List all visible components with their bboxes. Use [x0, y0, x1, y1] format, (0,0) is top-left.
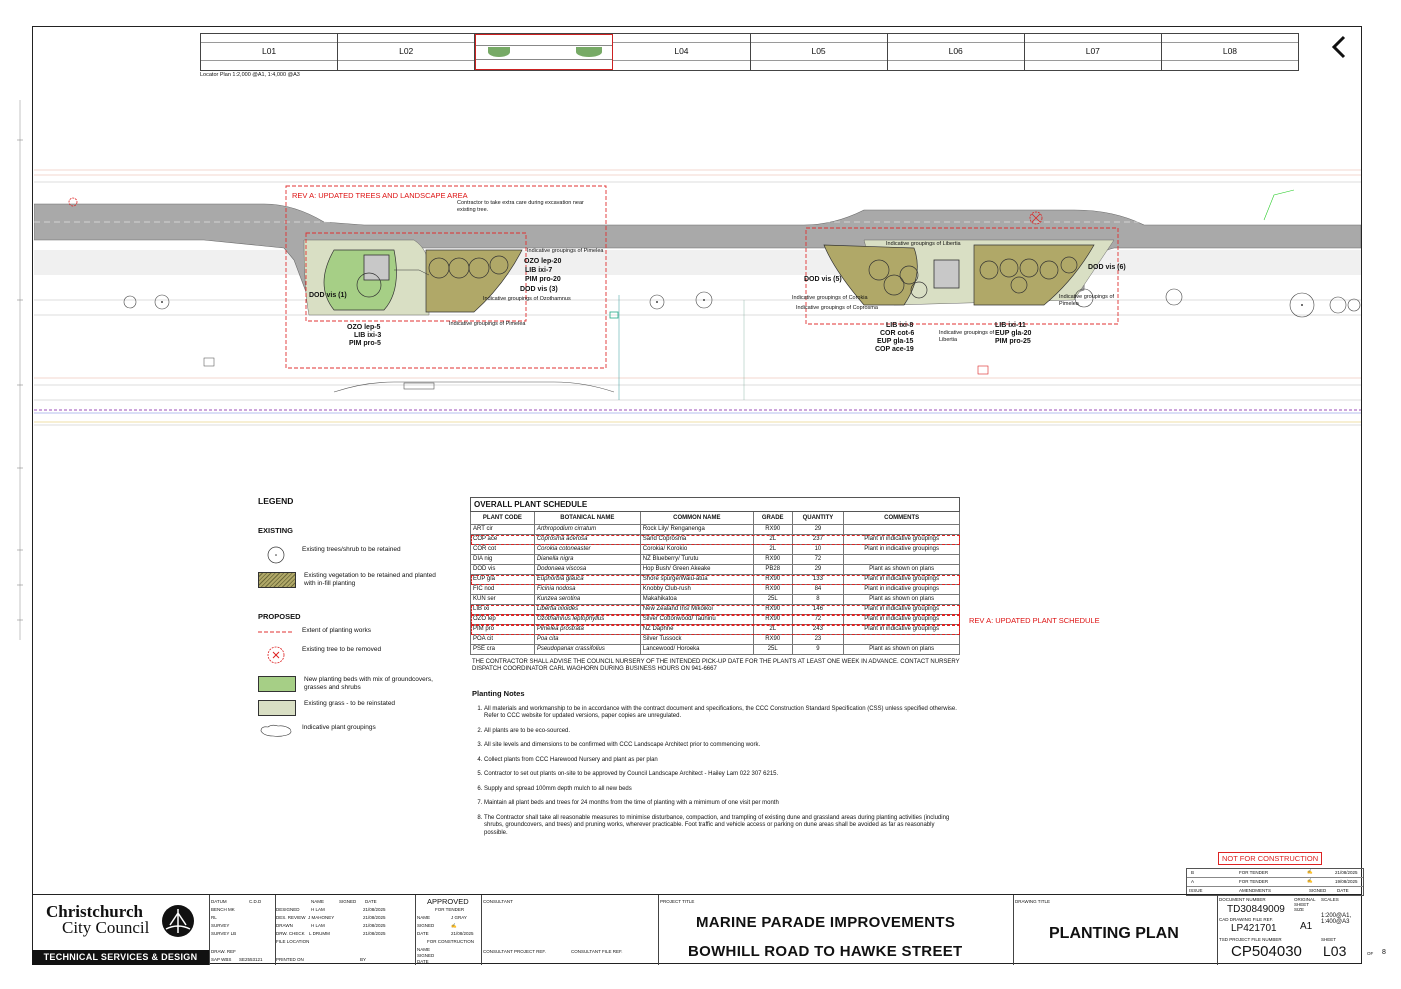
comments-cell: Plant as shown on plans [844, 645, 960, 655]
schedule-row [471, 615, 960, 625]
common-name-cell: Shore spurge/Waiu-atua [640, 575, 753, 585]
schedule-row [471, 635, 960, 645]
grade-cell: 2L [753, 545, 792, 555]
council-logo-icon [160, 903, 196, 939]
callout-dod-vis-6: DOD vis (6) [1088, 264, 1126, 271]
locator-sheet[interactable]: L07 [1025, 34, 1162, 70]
planting-note-item: 1. All materials and workmanship to be in accordance with the contract document and specifications, the CCC Construction Standard Specification (CSS) unless specified otherwise. Refer to CCC website for updated versions, paper copies are unregulated. [484, 706, 957, 721]
plant-code-cell: DOD vis [471, 565, 535, 575]
common-name-cell: Hop Bush/ Green Akeake [640, 565, 753, 575]
callout-dod-vis-3: DOD vis (3) [520, 286, 558, 293]
callout-dod-vis-1: DOD vis (1) [309, 292, 347, 299]
scales: 1:200@A1, 1:400@A3 [1321, 913, 1352, 925]
common-name-cell: NZ Daphne [640, 625, 753, 635]
botanical-name-cell: Dianella nigra [534, 555, 640, 565]
grade-cell: PB28 [753, 565, 792, 575]
quantity-cell: 8 [792, 595, 844, 605]
department-banner: TECHNICAL SERVICES & DESIGN [32, 950, 209, 965]
botanical-name-cell: Euphorbia glauca [534, 575, 640, 585]
note-pimelea-top: Indicative groupings of Pimelea [527, 248, 604, 254]
plant-code-cell: OZO lep [471, 615, 535, 625]
callout-pim-pro-25: PIM pro-25 [995, 338, 1031, 345]
document-number-block: DOCUMENT NUMBER TD30849009 CAD DRAWING FILE REF. LP421701 TSD PROJECT FILE NUMBER CP504030 ORIGINAL SHEET SIZE A1 SCALES 1:200@A1, 1:400@A3 SHEET L03 OF 8 [1219, 897, 1386, 960]
plant-code-cell: FIC nod [471, 585, 535, 595]
botanical-name-cell: Poa cita [534, 635, 640, 645]
note-pimelea-bottom: Indicative groupings of Pimelea [449, 321, 526, 327]
callout-lib-ixi-7: LIB ixi-7 [525, 267, 553, 274]
revision-table [1186, 868, 1364, 896]
planting-note-item: 2. All plants are to be eco-sourced. [484, 728, 957, 736]
planting-note-item: 3. All site levels and dimensions to be confirmed with CCC Landscape Architect prior to commencing work. [484, 742, 957, 750]
grade-cell: 25L [753, 595, 792, 605]
quantity-cell: 237 [792, 535, 844, 545]
plant-code-cell: KUN ser [471, 595, 535, 605]
col-grade: GRADE [753, 512, 792, 525]
callout-cop-ace-19: COP ace-19 [875, 346, 914, 353]
rev-a-landscape-note: REV A: UPDATED TREES AND LANDSCAPE AREA [292, 191, 468, 200]
botanical-name-cell: Dodonaea viscosa [534, 565, 640, 575]
quantity-cell: 29 [792, 565, 844, 575]
plant-schedule [470, 497, 960, 655]
note-corokia: Indicative groupings of Corokia [792, 295, 868, 301]
callout-pim-pro-5: PIM pro-5 [349, 340, 381, 347]
plan-linework [34, 100, 1361, 440]
callout-ozo-lep-5: OZO lep-5 [347, 324, 381, 331]
margin-scale [14, 100, 26, 640]
planting-notes-list [472, 706, 957, 838]
drawing-title: PLANTING PLAN [1049, 925, 1179, 942]
note-libertia-top: Indicative groupings of Libertia [886, 241, 961, 247]
plant-code-cell: PSE cra [471, 645, 535, 655]
legend-item-extent: Extent of planting works [258, 627, 371, 641]
drawing-title-block: DRAWING TITLE PLANTING PLAN [1013, 895, 1218, 965]
botanical-name-cell: Pseudopanax crassifolius [534, 645, 640, 655]
note-coprosma: Indicative groupings of Coprosma [796, 305, 878, 311]
comments-cell [844, 555, 960, 565]
existing-tree-icon [258, 546, 294, 560]
schedule-row [471, 565, 960, 575]
approval-block: APPROVED FOR TENDER NAME J GRAY SIGNED ✍ DATE 21/08/2025 FOR CONSTRUCTION NAME SIGNED DATE [415, 895, 482, 965]
common-name-cell: New Zealand Iris/ Mikoikoi [640, 605, 753, 615]
common-name-cell: Silver Cottonwood/ Tauhinu [640, 615, 753, 625]
legend-item-new-beds: New planting beds with mix of groundcovers, grasses and shrubs [258, 676, 454, 692]
legend-title: LEGEND [258, 496, 294, 506]
col-comments: COMMENTS [844, 512, 960, 525]
schedule-row [471, 545, 960, 555]
plant-code-cell: LIB ixi [471, 605, 535, 615]
sheet-total: 8 [1382, 949, 1386, 956]
botanical-name-cell: Coprosma acerosa [534, 535, 640, 545]
planting-plan-drawing [34, 100, 1361, 440]
cad-ref: LP421701 [1231, 923, 1277, 934]
comments-cell: Plant in indicative groupings [844, 615, 960, 625]
quantity-cell: 84 [792, 585, 844, 595]
comments-cell: Plant in indicative groupings [844, 605, 960, 615]
tree-removed-icon [258, 646, 294, 660]
grade-cell: RX90 [753, 575, 792, 585]
revision-row: B FOR TENDER ✍ 21/08/2025 [1187, 869, 1363, 878]
common-name-cell: Sand Coprosma [640, 535, 753, 545]
nursery-notice: THE CONTRACTOR SHALL ADVISE THE COUNCIL NURSERY OF THE INTENDED PICK-UP DATE FOR THE PLANTS AT LEAST ONE WEEK IN ADVANCE. CONTACT NURSERY DISPATCH COORDINATOR CARL WAGHORN DURING BUSINESS HOURS ON 941-6667 [472, 659, 960, 672]
schedule-row [471, 525, 960, 535]
comments-cell: Plant as shown on plans [844, 565, 960, 575]
plant-code-cell: COR cot [471, 545, 535, 555]
comments-cell [844, 525, 960, 535]
col-botanical-name: BOTANICAL NAME [534, 512, 640, 525]
comments-cell: Plant in indicative groupings [844, 575, 960, 585]
comments-cell: Plant in indicative groupings [844, 625, 960, 635]
legend-proposed-heading: PROPOSED [258, 612, 301, 621]
plant-code-cell: EUP gla [471, 575, 535, 585]
hatched-vegetation-icon [258, 572, 296, 588]
legend-existing-heading: EXISTING [258, 526, 294, 535]
callout-dod-vis-5: DOD vis (5) [804, 276, 842, 283]
quantity-cell: 133 [792, 575, 844, 585]
north-arrow-icon [1330, 33, 1354, 69]
comments-cell: Plant in indicative groupings [844, 535, 960, 545]
common-name-cell: Silver Tussock [640, 635, 753, 645]
signature-icon: ✍ [1307, 878, 1313, 883]
comments-cell: Plant in indicative groupings [844, 545, 960, 555]
grade-cell: 25L [753, 645, 792, 655]
planting-notes [472, 690, 957, 844]
council-name-line1: Christchurch [46, 902, 143, 921]
legend-item-existing-vegetation: Existing vegetation to be retained and planted with in-fill planting [258, 572, 449, 588]
plant-code-cell: COP ace [471, 535, 535, 545]
schedule-row [471, 605, 960, 615]
locator-sheet[interactable]: L02 [338, 34, 475, 70]
consultant-block: CONSULTANT CONSULTANT PROJECT REF. CONSULTANT FILE REF. [481, 895, 659, 965]
quantity-cell: 72 [792, 555, 844, 565]
common-name-cell: NZ Blueberry/ Turutu [640, 555, 753, 565]
schedule-row [471, 555, 960, 565]
tsd-project-number: CP504030 [1231, 943, 1302, 960]
grade-cell: RX90 [753, 615, 792, 625]
legend-item-tree-removed: Existing tree to be removed [258, 646, 381, 660]
document-number: TD30849009 [1227, 904, 1285, 915]
sheet-number: L03 [1323, 943, 1347, 959]
callout-eup-gla-20: EUP gla-20 [995, 330, 1032, 337]
revision-header-row: ISSUE AMENDMENTS SIGNED DATE [1189, 888, 1349, 893]
plant-schedule-table [470, 497, 960, 655]
locator-sheet[interactable]: L06 [888, 34, 1025, 70]
plant-code-cell: DIA nig [471, 555, 535, 565]
grass-swatch [258, 700, 296, 716]
legend-item-groupings: Indicative plant groupings [258, 724, 376, 738]
planting-note-item: 6. Supply and spread 100mm depth mulch to all new beds [484, 786, 957, 794]
grade-cell: RX90 [753, 525, 792, 535]
signature-icon: ✍ [1307, 869, 1313, 874]
project-title-block: PROJECT TITLE MARINE PARADE IMPROVEMENTS BOWHILL ROAD TO HAWKE STREET [658, 895, 1014, 965]
project-title-line1: MARINE PARADE IMPROVEMENTS [696, 914, 956, 931]
botanical-name-cell: Kunzea serotina [534, 595, 640, 605]
common-name-cell: Corokia/ Korokio [640, 545, 753, 555]
project-title-line2: BOWHILL ROAD TO HAWKE STREET [688, 943, 963, 960]
schedule-row [471, 535, 960, 545]
locator-sheet-current[interactable] [475, 34, 613, 70]
comments-cell [844, 635, 960, 645]
locator-scale-note: Locator Plan 1:2,000 @A1, 1:4,000 @A3 [200, 72, 300, 78]
common-name-cell: Knobby Club-rush [640, 585, 753, 595]
title-block [32, 894, 1386, 965]
plant-code-cell: POA cit [471, 635, 535, 645]
schedule-row [471, 625, 960, 635]
comments-cell: Plant as shown on plans [844, 595, 960, 605]
callout-eup-gla-15: EUP gla-15 [877, 338, 914, 345]
grade-cell: 2L [753, 535, 792, 545]
sheet-size: A1 [1300, 921, 1313, 932]
grade-cell: RX90 [753, 635, 792, 645]
planting-note-item: 5. Contractor to set out plants on-site to be approved by Council Landscape Architect - Hailey Lam 022 307 6215. [484, 771, 957, 779]
grade-cell: RX90 [753, 605, 792, 615]
excavation-care-note: Contractor to take extra care during excavation near existing tree. [457, 200, 584, 213]
quantity-cell: 23 [792, 635, 844, 645]
planting-notes-title: Planting Notes [472, 689, 525, 698]
callout-lib-ixi-3: LIB ixi-3 [354, 332, 382, 339]
callout-cor-cot-6: COR cot-6 [880, 330, 915, 337]
council-logo-block [32, 895, 210, 965]
col-quantity: QUANTITY [792, 512, 844, 525]
note-ozothamnus: Indicative groupings of Ozothamnus [483, 296, 571, 302]
revision-row: A FOR TENDER ✍ 19/08/2025 [1187, 878, 1363, 887]
callout-lib-ixi-8: LIB ixi-8 [886, 322, 914, 329]
schedule-row [471, 595, 960, 605]
grade-cell: RX90 [753, 585, 792, 595]
planting-note-item: 7. Maintain all plant beds and trees for 24 months from the time of planting with a mimimum of one visit per month [484, 800, 957, 808]
callout-pim-pro-20: PIM pro-20 [525, 276, 561, 283]
botanical-name-cell: Arthropodium cirratum [534, 525, 640, 535]
legend-item-existing-tree: Existing trees/shrub to be retained [258, 546, 401, 560]
locator-sheet[interactable]: L04 [613, 34, 750, 70]
plant-code-cell: PIM pro [471, 625, 535, 635]
botanical-name-cell: Libertia ixioides [534, 605, 640, 615]
grade-cell: RX90 [753, 555, 792, 565]
botanical-name-cell: Pimelea prostrata [534, 625, 640, 635]
botanical-name-cell: Corokia cotoneaster [534, 545, 640, 555]
locator-sheet[interactable]: L08 [1162, 34, 1298, 70]
planting-note-item: 8. The Contractor shall take all reasonable measures to minimise disturbance, compaction, and trampling of existing dune and grassland areas during planting activities (including shrubs, groundcovers, and trees) and pruning works, wherever practicable. Foot traffic and vehicle access or parking on dune areas shall be avoided as far as reasonably possible. [484, 815, 957, 838]
quantity-cell: 29 [792, 525, 844, 535]
note-libertia-bottom: Indicative groupings of Libertia [939, 330, 995, 343]
comments-cell: Plant in indicative groupings [844, 585, 960, 595]
quantity-cell: 146 [792, 605, 844, 615]
callout-lib-ixi-11: LIB ixi-11 [995, 322, 1026, 329]
quantity-cell: 10 [792, 545, 844, 555]
quantity-cell: 243 [792, 625, 844, 635]
col-plant-code: PLANT CODE [471, 512, 535, 525]
legend-item-grass: Existing grass - to be reinstated [258, 700, 395, 716]
datum-block: DATUM C.D.D BENCH MK RL SURVEY SURVEY LB DRAW. REF SAP WBS SE2553121 [209, 895, 276, 965]
quantity-cell: 9 [792, 645, 844, 655]
callout-ozo-lep-20: OZO lep-20 [524, 258, 562, 265]
common-name-cell: Lancewood/ Horoeka [640, 645, 753, 655]
common-name-cell: Rock Lily/ Renganenga [640, 525, 753, 535]
grade-cell: 2L [753, 625, 792, 635]
legend [258, 496, 458, 731]
locator-sheet[interactable]: L05 [751, 34, 888, 70]
council-name-line2: City Council [62, 918, 150, 937]
red-dashed-line-icon [258, 627, 294, 641]
plant-code-cell: ART cir [471, 525, 535, 535]
not-for-construction-stamp: NOT FOR CONSTRUCTION [1218, 852, 1322, 865]
schedule-row [471, 575, 960, 585]
botanical-name-cell: Ficinia nodosa [534, 585, 640, 595]
schedule-row [471, 585, 960, 595]
col-common-name: COMMON NAME [640, 512, 753, 525]
signature-icon: ✍ [451, 923, 457, 928]
planting-bed-swatch [258, 676, 296, 692]
note-pimelea-right: Indicative groupings of Pimelea [1059, 294, 1115, 307]
locator-sheet[interactable]: L01 [201, 34, 338, 70]
schedule-row [471, 645, 960, 655]
rev-a-schedule-note: REV A: UPDATED PLANT SCHEDULE [969, 616, 1100, 625]
design-signoff-block: NAME SIGNED DATE DESIGNED DES. REVIEW DRAWN DRW. CHECK FILE LOCATION H LAM J MAHONEY H LAM L DRUMM 21/08/2025 21/08/2025 21/08/2025 21/08/2025 PRINTED ON BY [275, 895, 416, 965]
common-name-cell: Makahikatoa [640, 595, 753, 605]
schedule-title: OVERALL PLANT SCHEDULE [471, 498, 960, 512]
botanical-name-cell: Ozothamnus leptophyllus [534, 615, 640, 625]
planting-note-item: 4. Collect plants from CCC Harewood Nursery and plant as per plan [484, 757, 957, 765]
plant-grouping-icon [258, 724, 294, 738]
quantity-cell: 72 [792, 615, 844, 625]
locator-plan [200, 33, 1299, 71]
